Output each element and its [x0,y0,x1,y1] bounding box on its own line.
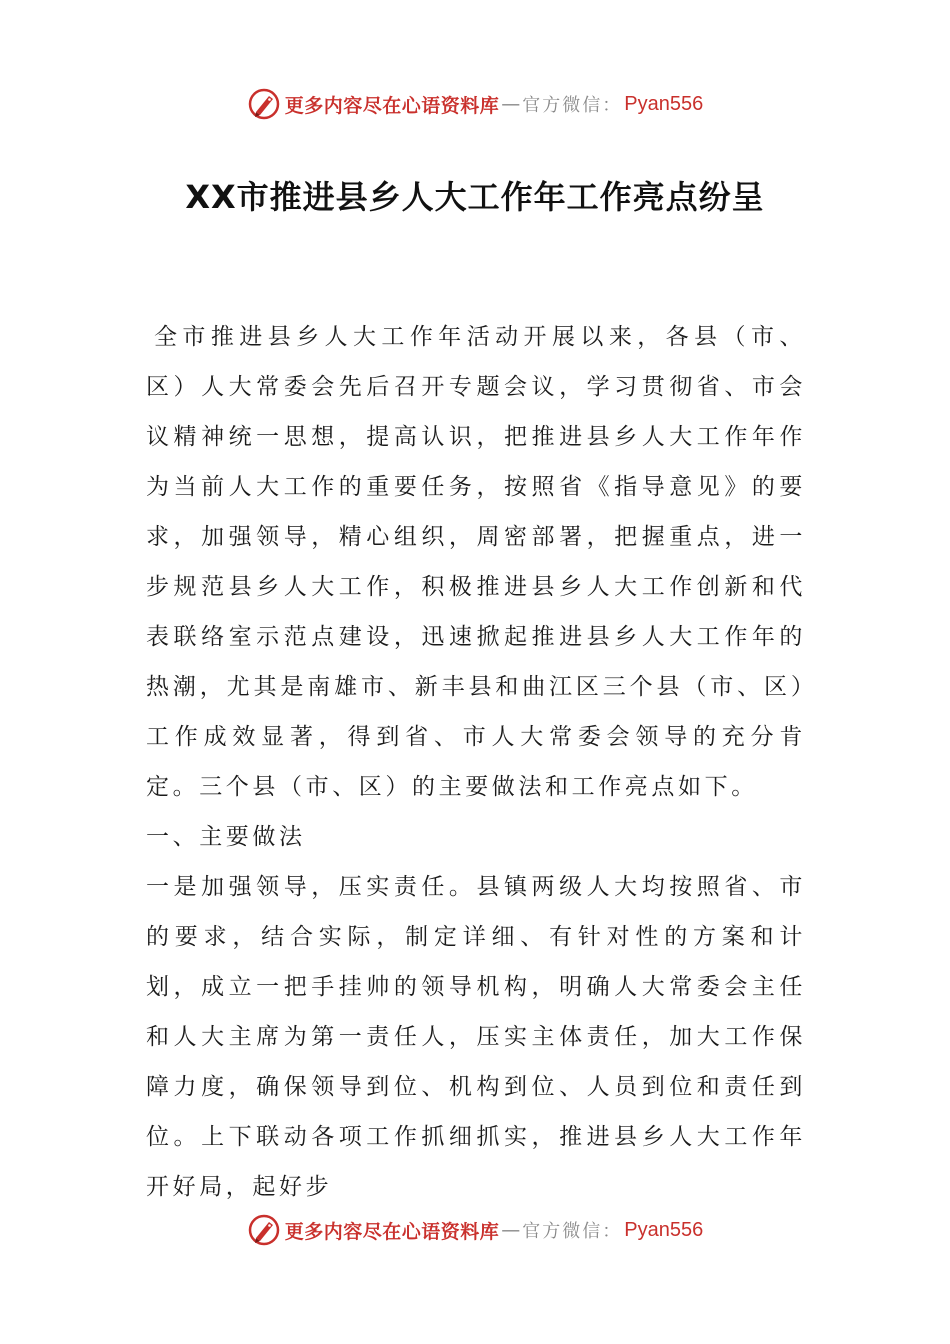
footer-banner [0,1210,950,1250]
banner-wechat-id: Pyan556 [624,92,704,115]
banner-wechat-id: Pyan556 [624,1218,704,1241]
header-banner [0,84,950,124]
banner-dash: — [501,1219,521,1241]
section-heading: 一、主要做法 [146,824,306,850]
body-paragraph: 一是加强领导，压实责任。县镇两级人大均按照省、市的要求，结合实际，制定详细、有针对性的方案和计划，成立一把手挂帅的领导机构，明确人大常委会主任和人大主席为第一责任人，压实主体责任，加大工作保障力度，确保领导到位、机构到位、人员到位和责任到位。上下联动各项工作抓细抓实，推进县乡人大工作年开好局，起好步 [146,874,806,1200]
intro-paragraph: 全市推进县乡人大工作年活动开展以来，各县（市、区）人大常委会先后召开专题会议，学习贯彻省、市会议精神统一思想，提高认识，把推进县乡人大工作年作为当前人大工作的重要任务，按照省《指导意见》的要求，加强领导，精心组织，周密部署，把握重点，进一步规范县乡人大工作，积极推进县乡人大工作创新和代表联络室示范点建设，迅速掀起推进县乡人大工作年的热潮，尤其是南雄市、新丰县和曲江区三个县（市、区）工作成效显著，得到省、市人大常委会领导的充分肯定。三个县（市、区）的主要做法和工作亮点如下。 [146,324,806,800]
banner-site-name: 更多内容尽在心语资料库 [284,94,500,117]
banner-dash: — [501,93,521,115]
pen-nib-circle-icon [247,1213,281,1247]
pen-nib-circle-icon [247,87,281,121]
banner-wechat-label: 官方微信： [522,95,623,116]
document-title: XX市推进县乡人大工作年工作亮点纷呈 [185,178,765,216]
banner-wechat-label: 官方微信： [522,1221,623,1242]
document-body [146,312,806,1212]
banner-site-name: 更多内容尽在心语资料库 [284,1220,500,1243]
